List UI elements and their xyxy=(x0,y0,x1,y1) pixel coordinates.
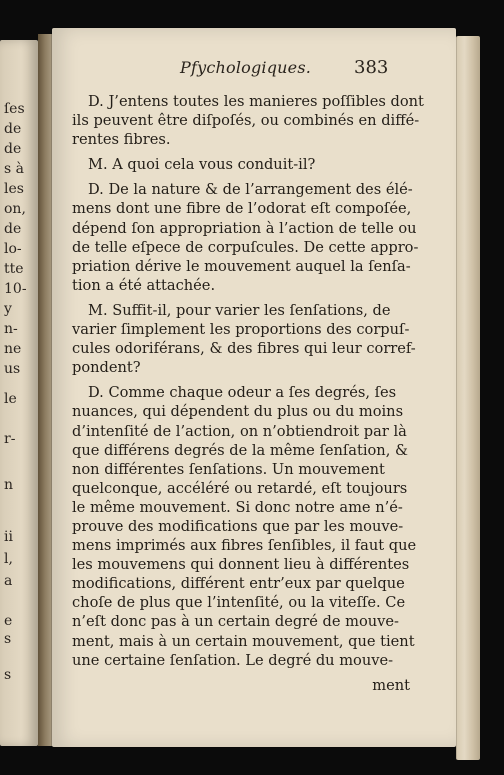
text-line: mens dont une fibre de l’odorat eſt compoſée, xyxy=(72,200,412,218)
paragraph xyxy=(72,301,416,377)
left-page-fragment: s xyxy=(4,667,12,683)
left-page-fragment: les xyxy=(4,181,24,197)
text-line: pondent? xyxy=(72,359,141,377)
text-line: priation dérive le mouvement auquel la ſenſa- xyxy=(72,257,411,275)
text-line: mens imprimés aux fibres ſenſibles, il faut que xyxy=(72,537,417,555)
left-page-fragment: e xyxy=(4,613,13,629)
left-page-fragment: on, xyxy=(4,201,26,217)
paragraph xyxy=(72,383,417,669)
left-page-fragment: s à xyxy=(4,161,24,177)
text-line: tion a été attachée. xyxy=(72,276,216,294)
left-page-fragment: a xyxy=(4,573,13,589)
text-line: d’intenſité de l’action, on n’obtiendroit par là xyxy=(72,422,407,440)
paragraph xyxy=(72,155,410,174)
text-line: prouve des modifications que par les mouve- xyxy=(72,517,404,535)
left-page-fragment: n xyxy=(4,477,14,493)
running-head: Pfychologiques. xyxy=(180,58,312,77)
left-page-fragment: r- xyxy=(4,431,16,447)
catchword: ment xyxy=(372,676,410,694)
text-line: choſe de plus que l’intenſité, ou la viteſſe. Ce xyxy=(72,594,406,612)
left-page-fragment: lo- xyxy=(4,241,22,257)
left-page-fragment: l, xyxy=(4,551,13,567)
right-page-edges xyxy=(456,36,480,760)
text-line: varier ſimplement les proportions des corpuſ- xyxy=(72,321,410,339)
left-page-fragment: us xyxy=(4,361,21,377)
text-line: modifications, différent entr’eux par quelque xyxy=(72,575,405,593)
left-page-fragment: de xyxy=(4,221,22,237)
page-text xyxy=(72,92,424,695)
text-line: que différens degrés de la même ſenſation, & xyxy=(72,441,408,459)
text-line: dépend ſon appropriation à l’action de telle ou xyxy=(72,219,417,237)
text-line: D. J’entens toutes les manieres poſſibles dont xyxy=(88,93,424,110)
left-page-fragment: n- xyxy=(4,321,18,337)
page-header xyxy=(52,58,456,82)
paragraph xyxy=(72,180,419,295)
left-page-fragment: ne xyxy=(4,341,22,357)
text-line: n’eſt donc pas à un certain degré de mouve- xyxy=(72,613,399,631)
left-page-fragment: le xyxy=(4,391,17,407)
text-line: les mouvemens qui donnent lieu à différentes xyxy=(72,556,410,574)
left-page-fragment: s xyxy=(4,631,12,647)
paragraph xyxy=(72,92,424,149)
text-line: ment, mais à un certain mouvement, que tient xyxy=(72,632,415,650)
text-line: M. Suffit-il, pour varier les ſenſations, de xyxy=(88,301,391,319)
text-line: non différentes ſenſations. Un mouvement xyxy=(72,460,385,478)
text-line: rentes fibres. xyxy=(72,131,171,149)
text-line: M. A quoi cela vous conduit-il? xyxy=(88,156,316,174)
book-page xyxy=(52,28,456,747)
text-line: cules odoriférans, & des fibres qui leur corref- xyxy=(72,340,416,358)
text-line: D. De la nature & de l’arrangement des élé- xyxy=(88,181,413,199)
left-page-fragment: ii xyxy=(4,529,13,545)
text-line: une certaine ſenſation. Le degré du mouve- xyxy=(72,651,394,669)
left-page-fragment: de xyxy=(4,141,22,157)
left-page-edge xyxy=(0,40,38,746)
left-page-fragment: ſes xyxy=(4,101,25,117)
text-line: ils peuvent être diſpoſés, ou combinés en diffé- xyxy=(72,112,420,130)
text-line: D. Comme chaque odeur a ſes degrés, ſes xyxy=(88,384,397,402)
left-page-fragment: de xyxy=(4,121,22,137)
text-line: quelconque, accéléré ou retardé, eſt toujours xyxy=(72,479,408,497)
left-page-fragment: tte xyxy=(4,261,24,277)
text-line: nuances, qui dépendent du plus ou du moins xyxy=(72,403,404,421)
left-page-fragment: y xyxy=(4,301,12,317)
page-number: 383 xyxy=(354,57,389,78)
left-page-fragment: 10- xyxy=(4,281,27,297)
text-line: de telle eſpece de corpuſcules. De cette appro- xyxy=(72,238,419,256)
text-line: le même mouvement. Si donc notre ame n’é- xyxy=(72,498,403,516)
